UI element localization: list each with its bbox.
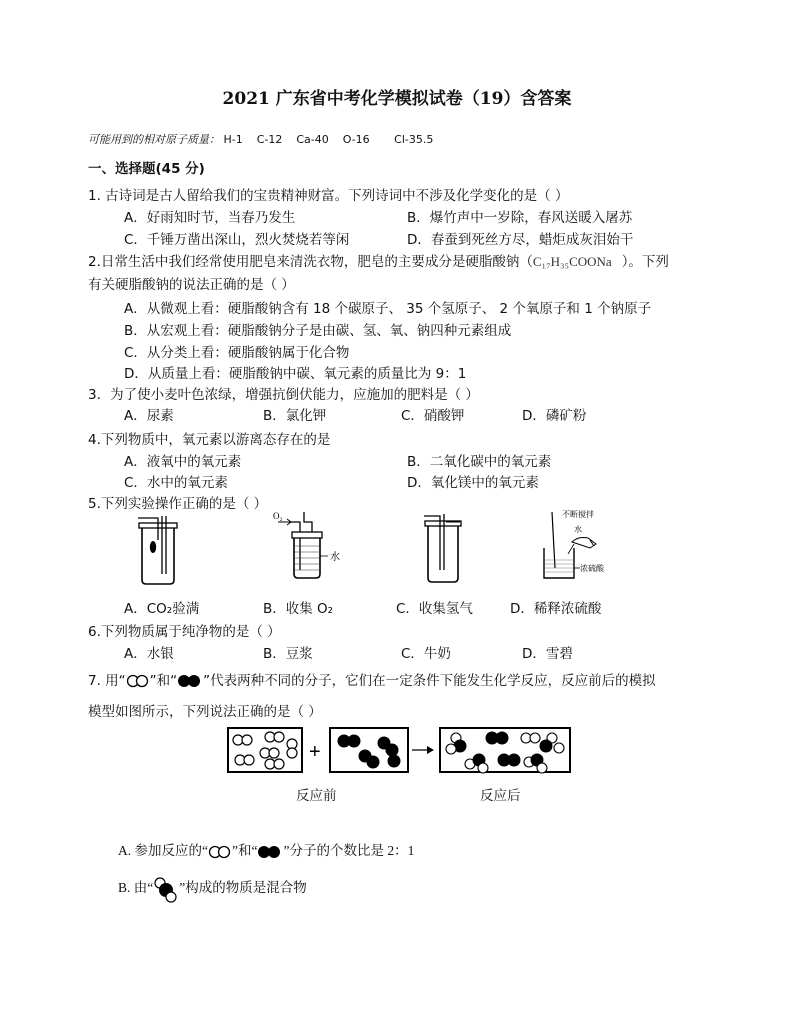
q3-option-d: D．磷矿粉 [522,408,587,424]
q1-option-d: D．春蚕到死丝方尽，蜡炬成灰泪始干 [407,232,634,248]
q3-option-c: C．硝酸钾 [401,408,465,424]
product-molecule-icon [153,877,179,901]
q4-option-c: C．水中的氧元素 [124,475,228,491]
open-molecule-icon [208,845,232,859]
q5-stem: 5.下列实验操作正确的是（ ） [88,496,268,512]
q7-option-a [118,839,414,859]
reaction-model-diagram [226,726,576,776]
q4-option-b: B．二氧化碳中的氧元素 [407,454,552,470]
q6-stem: 6.下列物质属于纯净物的是（ ） [88,624,281,640]
q2-stem-part2: ）。下列 [621,254,669,270]
q7-stem [88,669,656,689]
apparatus-collect-o2 [270,510,350,582]
filled-molecule-icon [177,674,203,688]
q4-stem: 4.下列物质中，氧元素以游离态存在的是 [88,432,331,448]
q7-option-a-part3: ”分子的个数比是 2：1 [283,843,415,858]
q2-option-d: D．从质量上看：硬脂酸钠中碳、氧元素的质量比为 9：1 [124,366,467,382]
plus-sign: + [309,741,321,763]
atomic-masses [88,131,433,147]
q4-option-a: A．液氧中的氧元素 [124,454,242,470]
filled-molecule-icon [257,845,283,859]
label-water-2: 水 [574,525,582,534]
page-title: 2021 广东省中考化学模拟试卷（19）含答案 [222,89,572,109]
label-stir: 不断搅拌 [562,510,594,519]
q5-option-a: A．CO₂验满 [124,601,200,617]
q6-option-c: C．牛奶 [401,646,451,662]
section-heading: 一、选择题(45 分) [88,161,205,177]
q3-option-a: A．尿素 [124,408,174,424]
q4-option-d: D．氧化镁中的氧元素 [407,475,539,491]
q1-option-b: B．爆竹声中一岁除，春风送暖入屠苏 [407,210,633,226]
atomic-masses-label: 可能用到的相对原子质量： [88,133,220,146]
caption-before-reaction: 反应前 [296,788,337,804]
label-acid: 浓硫酸 [580,564,604,573]
q2-stem-part1: 2.日常生活中我们经常使用肥皂来清洗衣物，肥皂的主要成分是硬脂酸钠（ [88,254,533,270]
q1-stem: 1. 古诗词是古人留给我们的宝贵精神财富。下列诗词中不涉及化学变化的是（ ） [88,188,569,204]
q7-stem-part1: 7. 用“ [88,673,126,689]
q2-option-c: C．从分类上看：硬脂酸钠属于化合物 [124,345,350,361]
apparatus-collect-hydrogen [420,512,470,584]
q7-stem-part3: ”代表两种不同的分子，它们在一定条件下能发生化学反应，反应前后的模拟 [203,673,656,689]
q6-option-b: B．豆浆 [263,646,313,662]
reaction-arrowhead [427,746,434,754]
q2-option-b: B．从宏观上看：硬脂酸钠分子是由碳、氢、氧、钠四种元素组成 [124,323,512,339]
q1-option-c: C．千锤万凿出深山，烈火焚烧若等闲 [124,232,350,248]
q2-formula: C₁₇H₃₅COONa [532,254,612,269]
q6-option-a: A．水银 [124,646,174,662]
label-water: 水 [330,552,340,563]
open-molecule-icon [126,674,150,688]
caption-after-reaction: 反应后 [480,788,521,804]
q2-stem [88,250,669,270]
q7-option-b [118,876,307,901]
q7-option-b-part1: B. 由“ [118,880,154,895]
atomic-masses-values: H-1 C-12 Ca-40 O-16 Cl-35.5 [223,133,434,146]
q1-option-a: A．好雨知时节，当春乃发生 [124,210,296,226]
q3-option-b: B．氯化钾 [263,408,327,424]
q2-stem-line2: 有关硬脂酸钠的说法正确的是（ ） [88,277,295,293]
q7-option-a-part1: A. 参加反应的“ [118,843,208,858]
q3-stem: 3．为了使小麦叶色浓绿，增强抗倒伏能力，应施加的肥料是（ ） [88,387,479,403]
apparatus-dilute-acid [538,508,618,584]
q7-stem-part2: ”和“ [149,673,178,689]
apparatus-co2-test [128,514,188,584]
q7-stem-line2: 模型如图所示，下列说法正确的是（ ） [88,704,322,720]
q7-option-b-part2: ”构成的物质是混合物 [179,880,307,895]
label-o2: O₂ [273,511,283,521]
q5-option-d: D．稀释浓硫酸 [510,601,602,617]
q5-option-c: C．收集氢气 [396,601,473,617]
q2-option-a: A．从微观上看：硬脂酸钠含有 18 个碳原子、 35 个氢原子、 2 个氧原子和 1 个钠原子 [124,301,652,317]
q6-option-d: D．雪碧 [522,646,573,662]
q7-option-a-part2: ”和“ [232,843,258,858]
q5-option-b: B．收集 O₂ [263,601,334,617]
